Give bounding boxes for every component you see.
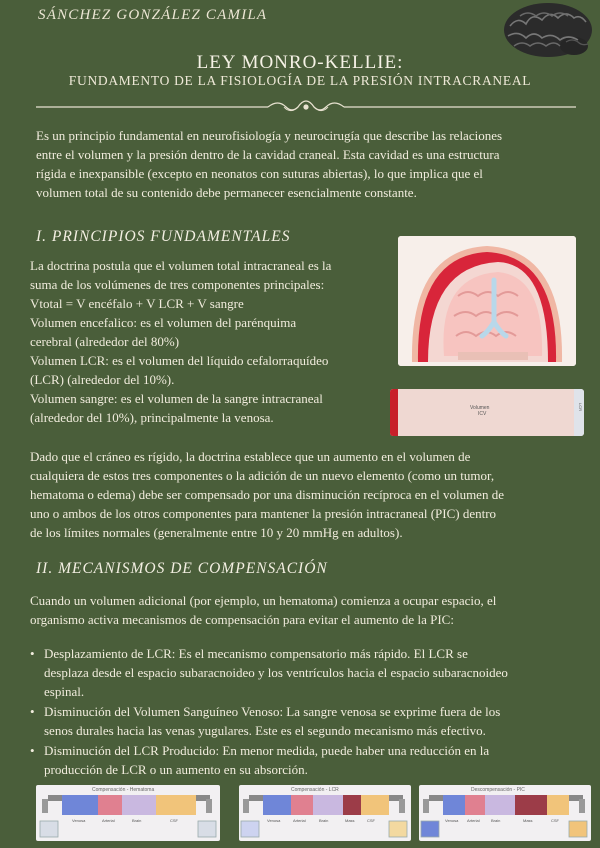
author-name: SÁNCHEZ GONZÁLEZ CAMILA xyxy=(38,7,268,23)
figure-panel-3 xyxy=(419,785,591,841)
figure-label: Brain xyxy=(319,818,329,823)
figure-label: Arterial xyxy=(467,818,480,823)
figure-label: Venosa xyxy=(445,818,459,823)
intro-line: rígida e inexpansible (excepto en neonatos con suturas abiertas), lo que implica que el xyxy=(36,166,483,181)
figure-label: Brain xyxy=(132,818,142,823)
section-heading-principios: I. PRINCIPIOS FUNDAMENTALES xyxy=(36,228,291,245)
intro-line: Es un principio fundamental en neurofisiología y neurocirugía que describe las relaciones xyxy=(36,128,503,143)
figure-label: CSF xyxy=(551,818,559,823)
csf-segment xyxy=(574,389,584,436)
mecanismos-intro-line: organismo activa mecanismos de compensación para evitar el aumento de la PIC: xyxy=(30,612,454,627)
section-heading-mecanismos: II. MECANISMOS DE COMPENSACIÓN xyxy=(36,560,328,577)
principios-line: cerebral (alrededor del 80%) xyxy=(30,334,180,349)
principios-line: Vtotal = V encéfalo + V LCR + V sangre xyxy=(30,296,244,311)
diagram-label: Volumen xyxy=(470,405,490,411)
figure-label: Mass xyxy=(345,818,355,823)
mecanismos-intro xyxy=(30,591,580,629)
pipe-diagram-icon xyxy=(239,785,411,841)
figure-label: CSF xyxy=(170,818,178,823)
principios-line: La doctrina postula que el volumen total intracraneal es la xyxy=(30,258,332,273)
intro-line: volumen total de su contenido debe permanecer esencialmente constante. xyxy=(36,185,417,200)
principios-text xyxy=(30,256,382,427)
brain-section-icon xyxy=(398,236,576,366)
compensation-line: uno o ambos de los otros componentes para mantener la presión intracraneal (PIC) dentro xyxy=(30,506,497,521)
brain-hematoma-illustration xyxy=(398,236,576,366)
list-item xyxy=(28,741,573,779)
figure-label: Venosa xyxy=(72,818,86,823)
compensation-line: Dado que el cráneo es rígido, la doctrina establece que un aumento en el volumen de xyxy=(30,449,471,464)
intro-line: entre el volumen y la presión dentro de la cavidad craneal. Esta cavidad es una estructura xyxy=(36,147,500,162)
mechanism-list xyxy=(28,644,573,780)
principios-line: Volumen LCR: es el volumen del líquido cefalorraquídeo xyxy=(30,353,329,368)
principios-line: Volumen sangre: es el volumen de la sangre intracraneal xyxy=(30,391,323,406)
list-item xyxy=(28,644,573,701)
page-subtitle: FUNDAMENTO DE LA FISIOLOGÍA DE LA PRESIÓN INTRACRANEAL xyxy=(68,73,532,88)
list-item-line: desplaza desde el espacio subaracnoideo y los ventrículos hacia el espacio subaracnoideo xyxy=(44,665,508,680)
list-item xyxy=(28,702,573,740)
figure-label: Arterial xyxy=(102,818,115,823)
principios-line: Volumen encefalico: es el volumen del parénquima xyxy=(30,315,297,330)
volume-bar-diagram xyxy=(390,389,584,436)
ornamental-divider xyxy=(36,96,576,118)
list-item-line: • Disminución del LCR Producido: En menor medida, puede haber una reducción en la xyxy=(44,743,490,758)
diagram-right-label: LCR xyxy=(578,403,583,412)
figure-title: Compensación - LCR xyxy=(291,787,339,793)
figure-label: CSF xyxy=(367,818,375,823)
mecanismos-intro-line: Cuando un volumen adicional (por ejemplo, un hematoma) comienza a ocupar espacio, el xyxy=(30,593,497,608)
figure-panel-2 xyxy=(239,785,411,841)
figure-label: Arterial xyxy=(293,818,306,823)
figure-label: Venosa xyxy=(267,818,281,823)
compensation-line: cualquiera de estos tres componentes o la adición de un nuevo elemento (como un tumor, xyxy=(30,468,495,483)
diagram-sublabel: ICV xyxy=(478,411,487,417)
pipe-diagram-icon xyxy=(36,785,220,841)
compensation-line: de los límites normales (generalmente entre 10 y 20 mmHg en adultos). xyxy=(30,525,403,540)
figure-title: Descompensación - PIC xyxy=(471,787,525,793)
list-item-line: producción de LCR o un aumento en su absorción. xyxy=(44,762,308,777)
blood-segment xyxy=(390,389,398,436)
list-item-line: • Desplazamiento de LCR: Es el mecanismo compensatorio más rápido. El LCR se xyxy=(44,646,468,661)
figure-label: Brain xyxy=(491,818,501,823)
compensation-paragraph xyxy=(30,447,580,542)
figure-title: Compensación - Hematoma xyxy=(92,787,155,793)
principios-line: suma de los volúmenes de tres componentes principales: xyxy=(30,277,325,292)
figure-label: Mass xyxy=(523,818,533,823)
figure-panel-1 xyxy=(36,785,220,841)
list-item-line: senos durales hacia las venas yugulares. Este es el segundo mecanismo más efectivo. xyxy=(44,723,486,738)
page-title: LEY MONRO-KELLIE: xyxy=(196,52,404,73)
principios-line: (alrededor del 10%), principalmente la venosa. xyxy=(30,410,274,425)
intro-paragraph xyxy=(36,126,572,202)
list-item-line: espinal. xyxy=(44,684,85,699)
compensation-line: hematoma o edema) debe ser compensado por una disminución recíproca en el volumen de xyxy=(30,487,504,502)
pipe-diagram-icon xyxy=(419,785,591,841)
list-item-line: • Disminución del Volumen Sanguíneo Venoso: La sangre venosa se exprime fuera de los xyxy=(44,704,501,719)
principios-line: (LCR) (alrededor del 10%). xyxy=(30,372,175,387)
